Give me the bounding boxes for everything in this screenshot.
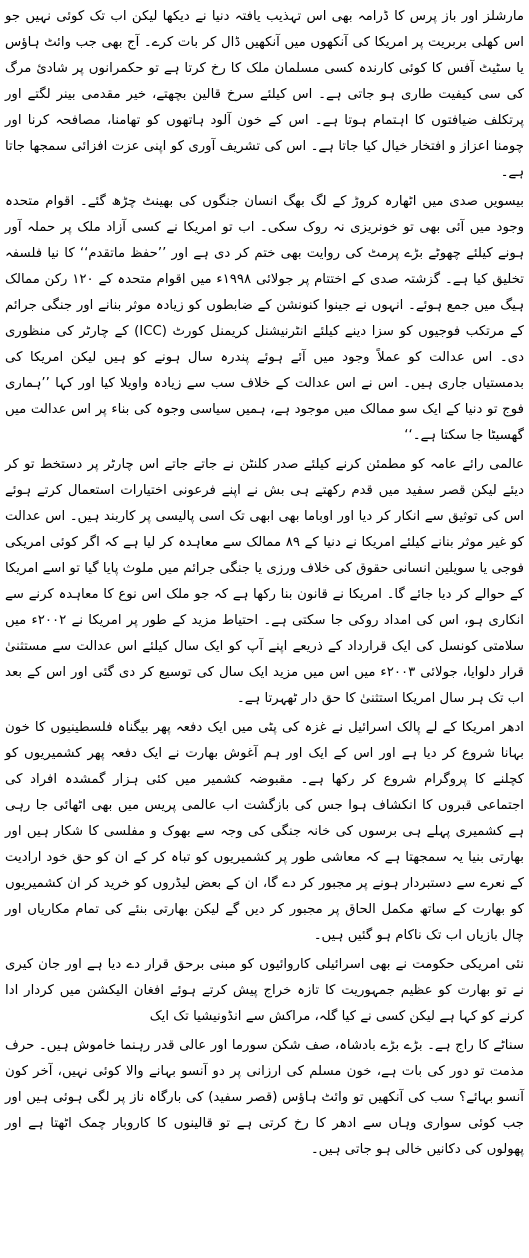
paragraph-3: عالمی رائے عامہ کو مطمئن کرنے کیلئے صدر کلنٹن نے جاتے جاتے اس چارٹر پر دستخط تو کر دیئے لیکن قصر سفید میں قدم رکھتے ہی بش نے اپنے فرعونی اختیارات استعمال کرتے ہوئے اس کی توثیق سے انکار کر دیا اور اوباما بھی ابھی تک اسی پالیسی پر کاربند ہیں۔ اس عدالت کو غیر موثر بنانے کیلئے امریکا نے دنیا کے ۸۹ ممالک سے معاہدہ کر لیا ہے کہ اگر کوئی امریکی فوجی یا سویلین انسانی حقوق کی خلاف ورزی یا جنگی جرائم میں ملوث پایا گیا تو اسے امریکا کے حوالے کر دیا جائے گا۔ امریکا نے قانون بنا رکھا ہے کہ جو ملک اس نوع کا معاہدہ کرنے سے انکاری ہو، اس کی امداد روکی جا سکتی ہے۔ احتیاط مزید کے طور پر امریکا نے ۲۰۰۲ء میں سلامتی کونسل کی ایک قرارداد کے ذریعے اپنے آپ کو ایک سال کیلئے اس عدالت سے مستثنیٰ قرار دلوایا، جولائی ۲۰۰۳ء میں اس میں مزید ایک سال کی توسیع کر دی گئی اور اس کے بعد اب تک ہر سال امریکا استثنیٰ کا حق دار ٹھہرتا ہے۔	[5, 457, 524, 706]
paragraph-5: نئی امریکی حکومت نے بھی اسرائیلی کاروائیوں کو مبنی برحق قرار دے دیا ہے اور جان کیری نے تو بھارت کو عظیم جمہوریت کا تازہ خراج پیش کرتے ہوئے افغان الیکشن میں کردار ادا کرنے کو کہا ہے لیکن کسی نے کیا گلہ، مراکش سے انڈونیشیا تک ایک	[5, 957, 524, 1024]
paragraph-2: بیسویں صدی میں اٹھارہ کروڑ کے لگ بھگ انسان جنگوں کی بھینٹ چڑھ گئے۔ اقوام متحدہ وجود میں آئی بھی تو خونریزی نہ روک سکی۔ اب تو امریکا نے کسی آزاد ملک پر حملہ آور ہونے کیلئے چھوٹے بڑے پرمٹ کی روایت بھی ختم کر دی ہے اور ’’حفظ ماتقدم‘‘ کا نیا فلسفہ تخلیق کیا ہے۔ گزشتہ صدی کے اختتام پر جولائی ۱۹۹۸ء میں اقوام متحدہ کے ۱۲۰ رکن ممالک ہیگ میں جمع ہوئے۔ انہوں نے جینوا کنونشن کے ضابطوں کو زیادہ موثر بنانے اور جنگی جرائم کے مرتکب فوجیوں کو سزا دینے کیلئے انٹرنیشنل کریمنل کورٹ (ICC) کے چارٹر کی منظوری دی۔ اس عدالت کو عملاً وجود میں آئے ہوئے پندرہ سال ہونے کو ہیں لیکن امریکا کی بدمستیاں جاری ہیں۔ اس نے اس عدالت کے خلاف سب سے زیادہ واویلا کیا اور کہا ’’ہماری فوج تو دنیا کے ایک سو ممالک میں موجود ہے، ہمیں سیاسی وجوہ کی بناء پر اس عدالت میں گھسیٹا جا سکتا ہے۔‘‘	[5, 194, 524, 443]
article-body	[5, 4, 524, 1163]
paragraph-4: ادھر امریکا کے لے پالک اسرائیل نے غزہ کی پٹی میں ایک دفعہ پھر بیگناہ فلسطینیوں کا خون بہانا شروع کر دیا ہے اور اس کے ایک اور ہم آغوش بھارت نے ایک دفعہ پھر کشمیریوں کو کچلنے کا پروگرام شروع کر رکھا ہے۔ مقبوضہ کشمیر میں کئی ہزار گمشدہ افراد کی اجتماعی قبروں کا انکشاف ہوا جس کی بازگشت اب عالمی پریس میں بھی اٹھائی جا رہی ہے کشمیری پہلے ہی برسوں کی خانہ جنگی کی وجہ سے بھوک و مفلسی کا شکار ہیں اور بھارتی بنیا یہ سمجھتا ہے کہ معاشی طور پر کشمیریوں کو تباہ کر کے ان کو حق خود ارادیت کے نعرے سے دستبردار ہونے پر مجبور کر دے گا، ان کے بعض لیڈروں کو خرید کر ان کشمیریوں کو بھارت کے ساتھ مکمل الحاق پر مجبور کر دیں گے لیکن بھارتی بنئے کی تمام مکاریاں اور چال بازیاں اب تک ناکام ہو گئیں ہیں۔	[5, 720, 524, 943]
paragraph-6: سناٹے کا راج ہے۔ بڑے بڑے بادشاہ، صف شکن سورما اور عالی قدر رہنما خاموش ہیں۔ حرف مذمت تو دور کی بات ہے، خون مسلم کی ارزانی پر دو آنسو بہانے والا کوئی نہیں، آخر کون آنسو بہائے؟ سب کی آنکھیں تو وائٹ ہاؤس (قصر سفید) کی بارگاہ ناز پر لگی ہوئی ہیں اور جب کوئی سواری وہاں سے ادھر کا رخ کرتی ہے تو قالینوں کا کاروبار چمک اٹھتا ہے اور پھولوں کی دکانیں خالی ہو جاتی ہیں۔	[5, 1038, 524, 1157]
paragraph-1: مارشلز اور باز پرس کا ڈرامہ بھی اس تہذیب یافتہ دنیا نے دیکھا لیکن اب تک کوئی نہیں جو اس کھلی بربریت پر امریکا کی آنکھوں میں آنکھیں ڈال کر بات کرے۔ آج بھی جب وائٹ ہاؤس یا سٹیٹ آفس کا کوئی کارندہ کسی مسلمان ملک کا رخ کرتا ہے تو حکمرانوں پر شادیٔ مرگ کی سی کیفیت طاری ہو جاتی ہے۔ اس کیلئے سرخ قالین بچھتے، خیر مقدمی بینر لگتے اور پرتکلف ضیافتوں کا اہتمام ہوتا ہے۔ اس کے خون آلود ہاتھوں کو تھامنا، مصافحہ کرنا اور چومنا اعزاز و افتخار خیال کیا جاتا ہے۔ اس کی تشریف آوری کو اپنی عزت افزائی سمجھا جاتا ہے۔	[5, 9, 524, 180]
